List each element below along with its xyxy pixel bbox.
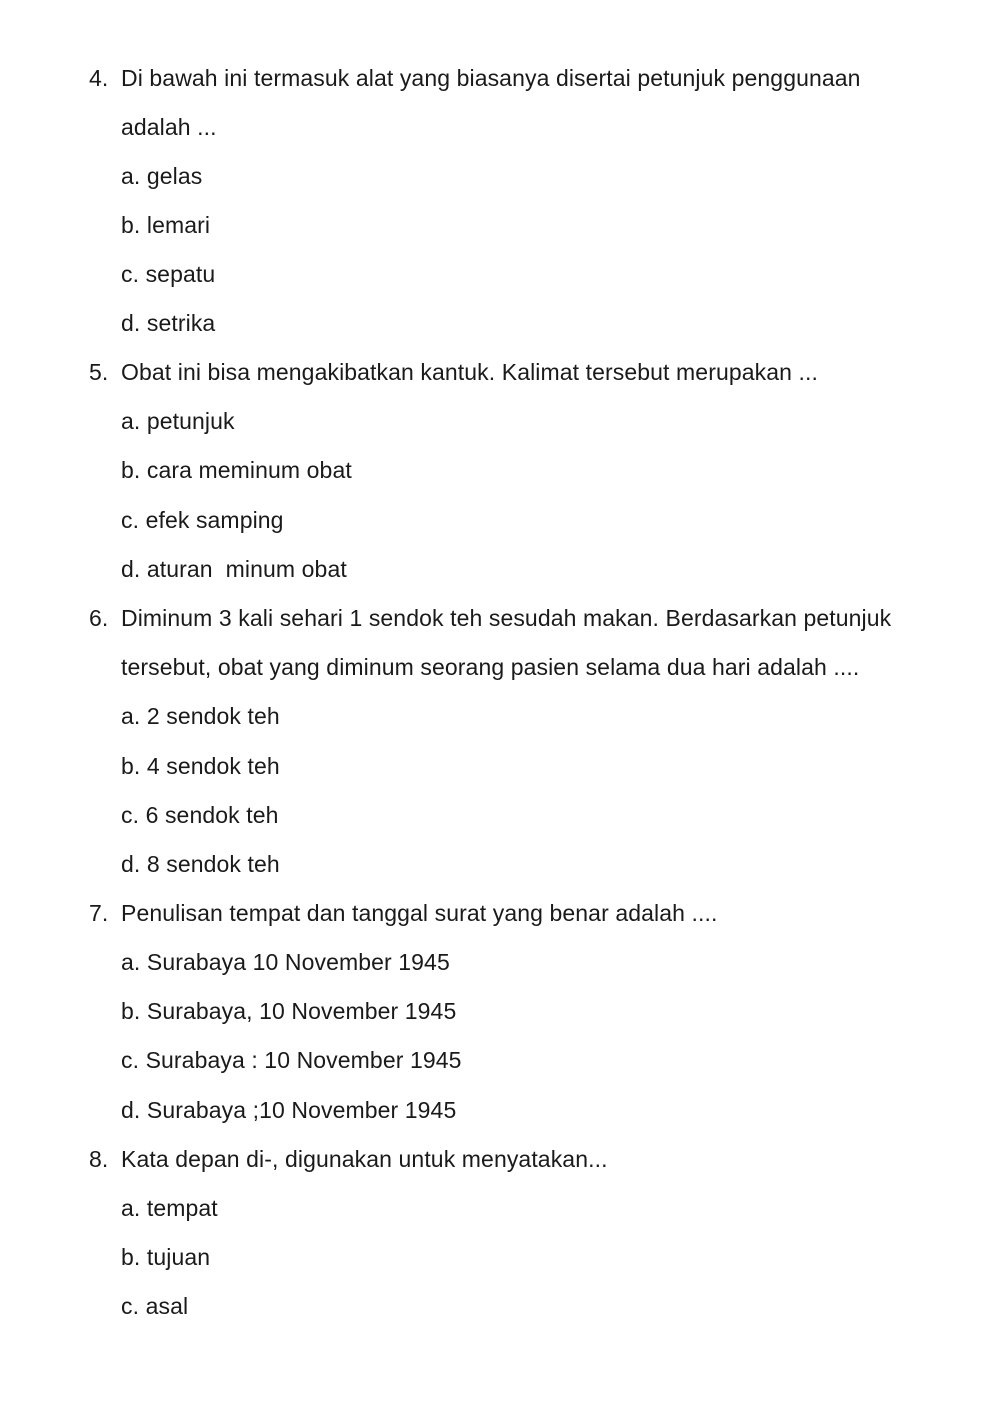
question-text: Di bawah ini termasuk alat yang biasanya disertai petunjuk penggunaan: [121, 65, 861, 91]
answer-option-b[interactable]: b. cara meminum obat: [121, 457, 352, 483]
answer-option-d[interactable]: d. Surabaya ;10 November 1945: [121, 1097, 457, 1123]
question-number: 5.: [89, 359, 109, 385]
question-number: 8.: [89, 1146, 109, 1172]
answer-option-b[interactable]: b. lemari: [121, 212, 211, 238]
question-text: Obat ini bisa mengakibatkan kantuk. Kalimat tersebut merupakan ...: [121, 359, 818, 385]
question-number: 7.: [89, 900, 109, 926]
answer-option-a[interactable]: a. gelas: [121, 163, 203, 189]
answer-option-c[interactable]: c. Surabaya : 10 November 1945: [121, 1047, 462, 1073]
answer-option-a[interactable]: a. tempat: [121, 1195, 218, 1221]
answer-option-c[interactable]: c. asal: [121, 1293, 189, 1319]
answer-option-a[interactable]: a. petunjuk: [121, 408, 235, 434]
question-number: 6.: [89, 605, 109, 631]
answer-option-b[interactable]: b. Surabaya, 10 November 1945: [121, 998, 457, 1024]
answer-option-a[interactable]: a. 2 sendok teh: [121, 703, 280, 729]
answer-option-d[interactable]: d. setrika: [121, 310, 216, 336]
question-text: Penulisan tempat dan tanggal surat yang benar adalah ....: [121, 900, 718, 926]
answer-option-c[interactable]: c. 6 sendok teh: [121, 802, 279, 828]
question-text: adalah ...: [121, 114, 217, 140]
answer-option-b[interactable]: b. tujuan: [121, 1244, 211, 1270]
answer-option-c[interactable]: c. sepatu: [121, 261, 216, 287]
question-text: Diminum 3 kali sehari 1 sendok teh sesudah makan. Berdasarkan petunjuk: [121, 605, 892, 631]
answer-option-b[interactable]: b. 4 sendok teh: [121, 753, 280, 779]
question-text: Kata depan di-, digunakan untuk menyatakan...: [121, 1146, 608, 1172]
answer-option-d[interactable]: d. 8 sendok teh: [121, 851, 280, 877]
question-number: 4.: [89, 65, 109, 91]
answer-option-a[interactable]: a. Surabaya 10 November 1945: [121, 949, 450, 975]
answer-option-c[interactable]: c. efek samping: [121, 507, 284, 533]
answer-option-d[interactable]: d. aturan minum obat: [121, 556, 347, 582]
question-text: tersebut, obat yang diminum seorang pasien selama dua hari adalah ....: [121, 654, 860, 680]
